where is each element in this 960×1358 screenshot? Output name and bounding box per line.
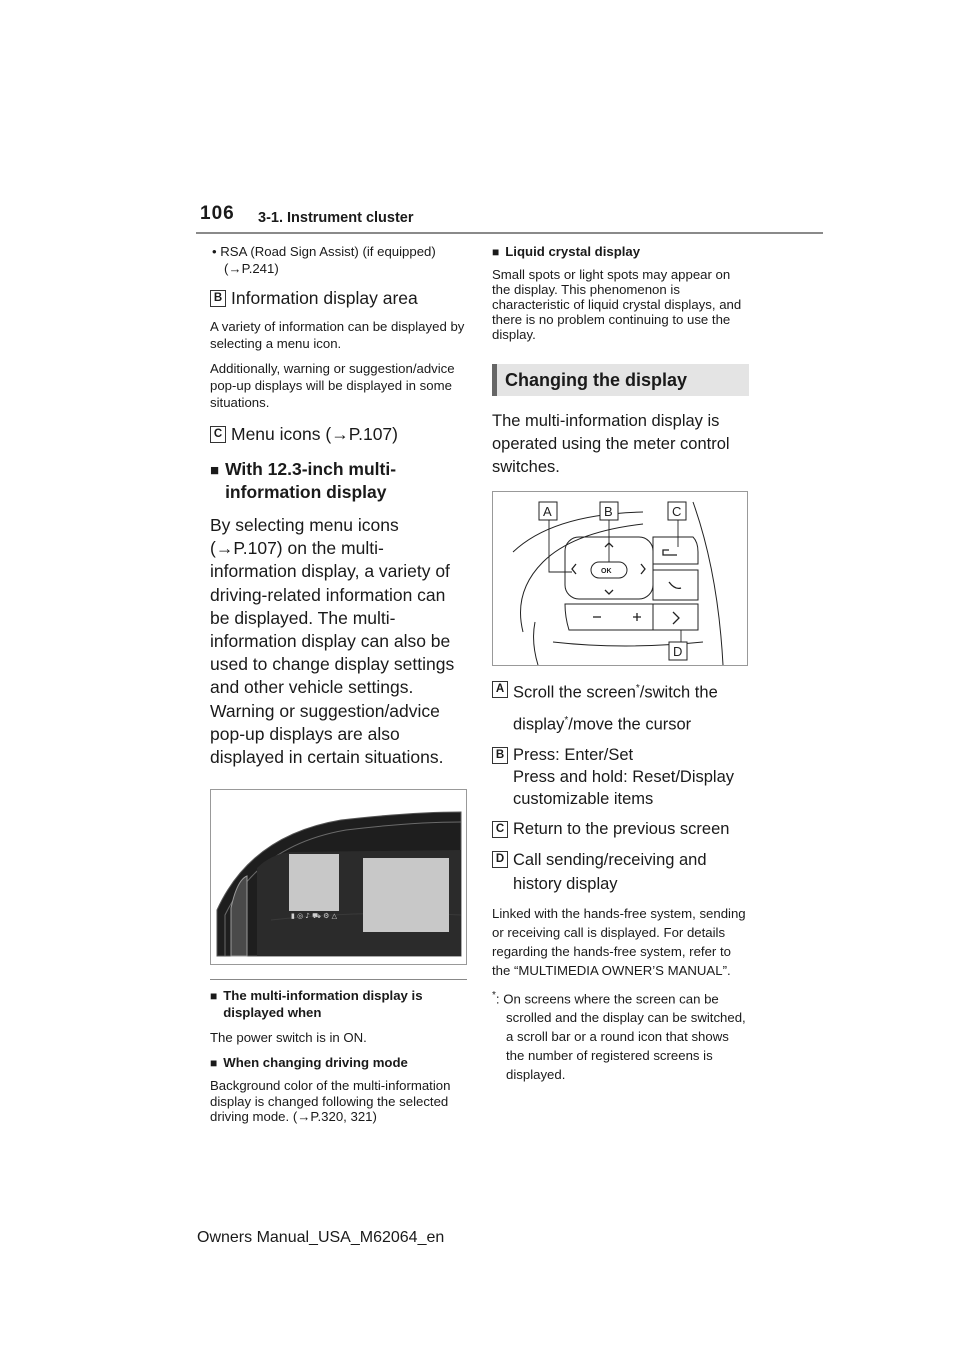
section-banner: Changing the display	[492, 364, 749, 396]
square-bullet-icon: ■	[210, 462, 220, 479]
meter-control-switch-figure	[492, 491, 748, 666]
header-divider	[196, 232, 823, 234]
note-1-heading: ■ The multi-information display is displayed when	[210, 988, 423, 1021]
diagram-label-b: B	[604, 504, 613, 519]
square-bullet-icon: ■	[210, 989, 218, 1004]
item-b-text-1: A variety of information can be displayed by selecting a menu icon.	[210, 319, 465, 351]
item-d-note: Linked with the hands-free system, sending or receiving call is displayed. For details regarding the hands-free system, refer to the “MULTIMEDIA OWNER’S MANUAL”.	[492, 906, 746, 978]
label-c-badge: C	[210, 426, 226, 443]
body-paragraph: By selecting menu icons (→P.107) on the multi-information display, a variety of driving-related information can be displayed. The multi-information display can also be used to change display settings and other vehicle settings. Warning or suggestion/advice pop-up displays are also displayed in certain situations.	[210, 515, 455, 768]
diagram-label-c: C	[672, 504, 682, 519]
label-d-badge: D	[492, 851, 508, 868]
page-number: 106	[200, 203, 235, 224]
left-column	[210, 243, 466, 1125]
note-2-text: Background color of the multi-information display is changed following the selected driving mode. (→P.320, 321)	[210, 1078, 451, 1125]
section-title: 3-1. Instrument cluster	[258, 210, 414, 226]
item-a: A Scroll the screen*/switch the display*/move the cursor	[492, 678, 748, 738]
square-bullet-icon: ■	[492, 245, 500, 259]
instrument-cluster-illustration	[211, 790, 466, 964]
svg-text:▮ ◎ ♪ ⛟ ⚙ △: ▮ ◎ ♪ ⛟ ⚙ △	[291, 912, 338, 921]
label-c-badge: C	[492, 821, 508, 838]
diagram-label-a: A	[543, 504, 552, 519]
item-c: C Return to the previous screen	[492, 818, 748, 840]
square-bullet-icon: ■	[210, 1056, 218, 1071]
subheading-12-3-inch: ■ With 12.3-inch multi-information display	[210, 459, 397, 502]
item-b-heading	[210, 287, 466, 310]
label-b-badge: B	[492, 747, 508, 764]
rsa-list-item: • RSA (Road Sign Assist) (if equipped) (→P.241)	[212, 244, 436, 276]
diagram-label-d: D	[673, 644, 683, 659]
item-b-text-2: Additionally, warning or suggestion/advice pop-up displays will be displayed in some situations.	[210, 361, 455, 410]
footnote: *: On screens where the screen can be scrolled and the display can be switched, a scroll bar or a round icon that shows the number of registered screens is displayed.	[492, 990, 746, 1083]
arrow-icon: →	[228, 261, 242, 276]
item-c-heading: C Menu icons (→P.107)	[210, 423, 466, 446]
instrument-cluster-figure	[210, 789, 467, 965]
right-column	[492, 243, 748, 1084]
meter-control-switch-illustration	[493, 492, 747, 665]
footer-document-id: Owners Manual_USA_M62064_en	[197, 1229, 445, 1246]
note-divider	[210, 979, 467, 980]
label-b-badge: B	[210, 290, 226, 307]
note-2-heading: ■ When changing driving mode	[210, 1055, 408, 1071]
item-b-title: Information display area	[231, 288, 418, 308]
note-1-text: The power switch is in ON.	[210, 1030, 367, 1046]
arrow-icon: →	[331, 424, 349, 444]
item-d: D Call sending/receiving and history display	[492, 848, 748, 896]
arrow-icon: →	[215, 538, 234, 559]
item-b: B Press: Enter/Set Press and hold: Reset/Display customizable items	[492, 744, 748, 810]
ok-button-label: OK	[601, 568, 612, 575]
label-a-badge: A	[492, 681, 508, 698]
arrow-icon: →	[297, 1109, 311, 1125]
lcd-heading: ■ Liquid crystal display	[492, 244, 641, 259]
intro-paragraph: The multi-information display is operated using the meter control switches.	[492, 412, 730, 476]
lcd-text: Small spots or light spots may appear on the display. This phenomenon is characteristic of liquid crystal displays, and there is no problem continuing to use the display.	[492, 267, 742, 342]
